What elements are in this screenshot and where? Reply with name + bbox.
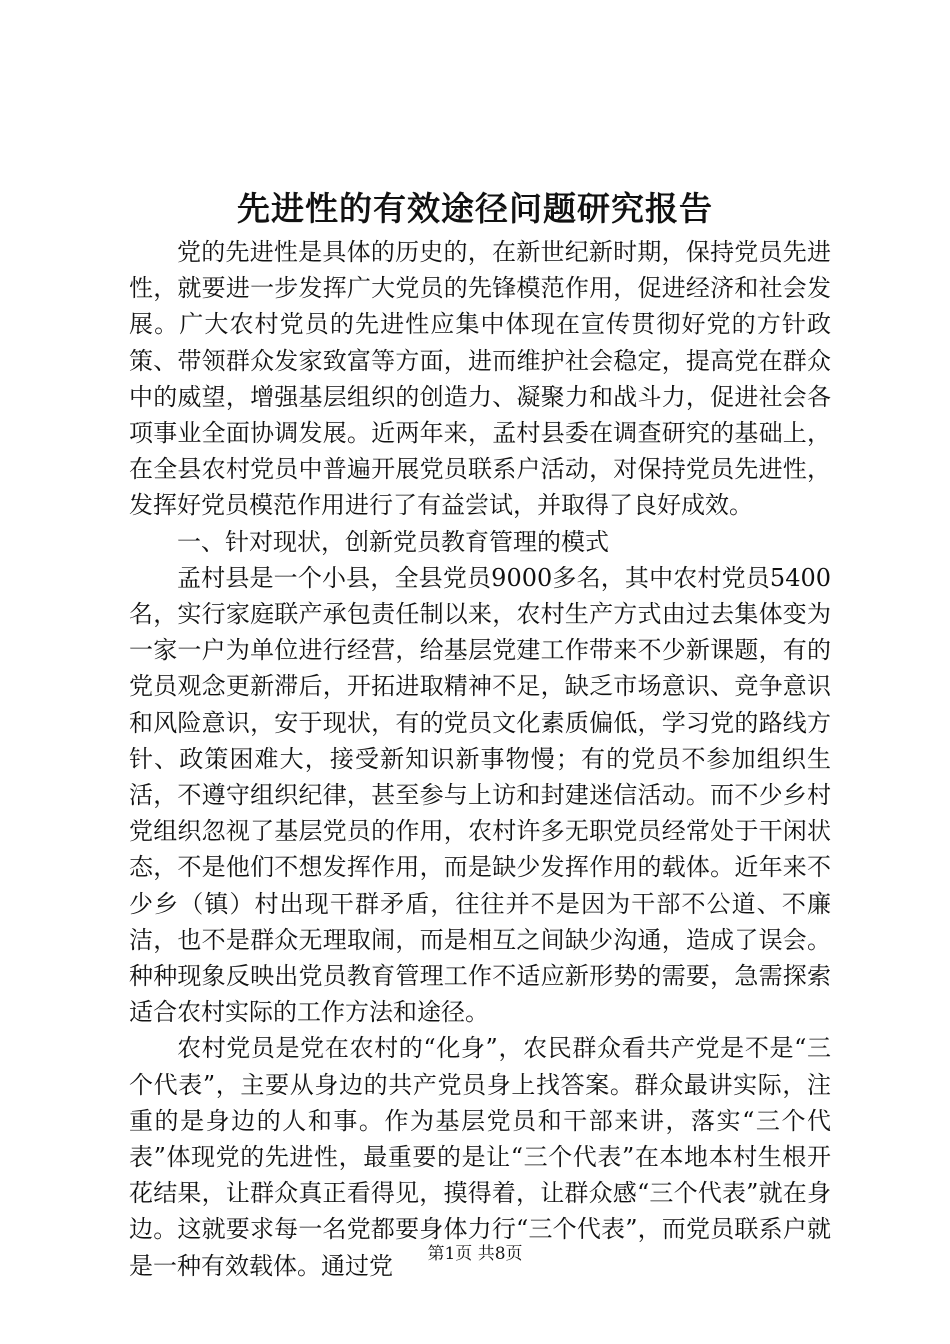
section-heading-1: 一、针对现状，创新党员教育管理的模式: [177, 527, 609, 556]
document-body: [129, 234, 831, 1284]
paragraph-rural-members: 农村党员是党在农村的“化身”，农民群众看共产党是不是“三个代表”，主要从身边的共产党员身上找答案。群众最讲实际，注重的是身边的人和事。作为基层党员和干部来讲，落实“三个代表”体现党的先进性，最重要的是让“三个代表”在本地本村生根开花结果，让群众真正看得见，摸得着，让群众感“三个代表”就在身边。这就要求每一名党都要身体力行“三个代表”，而党员联系户就是一种有效载体。通过党: [129, 1034, 831, 1280]
document-title: 先进性的有效途径问题研究报告: [237, 189, 713, 228]
paragraph-intro: 党的先进性是具体的历史的，在新世纪新时期，保持党员先进性，就要进一步发挥广大党员的先锋模范作用，促进经济和社会发展。广大农村党员的先进性应集中体现在宣传贯彻好党的方针政策、带领群众发家致富等方面，进而维护社会稳定，提高党在群众中的威望，增强基层组织的创造力、凝聚力和战斗力，促进社会各项事业全面协调发展。近两年来，孟村县委在调查研究的基础上，在全县农村党员中普遍开展党员联系户活动，对保持党员先进性，发挥好党员模范作用进行了有益尝试，并取得了良好成效。: [129, 238, 831, 520]
page-number-footer: 第1页 共8页: [427, 1244, 523, 1264]
paragraph-situation: 孟村县是一个小县，全县党员9000多名，其中农村党员5400名，实行家庭联产承包责任制以来，农村生产方式由过去集体变为一家一户为单位进行经营，给基层党建工作带来不少新课题，有的党员观念更新滞后，开拓进取精神不足，缺乏市场意识、竞争意识和风险意识，安于现状，有的党员文化素质偏低，学习党的路线方针、政策困难大，接受新知识新事物慢；有的党员不参加组织生活，不遵守组织纪律，甚至参与上访和封建迷信活动。而不少乡村党组织忽视了基层党员的作用，农村许多无职党员经常处于干闲状态，不是他们不想发挥作用，而是缺少发挥作用的载体。近年来不少乡（镇）村出现干群矛盾，往往并不是因为干部不公道、不廉洁，也不是群众无理取闹，而是相互之间缺少沟通，造成了误会。种种现象反映出党员教育管理工作不适应新形势的需要，急需探索适合农村实际的工作方法和途径。: [129, 563, 831, 1027]
